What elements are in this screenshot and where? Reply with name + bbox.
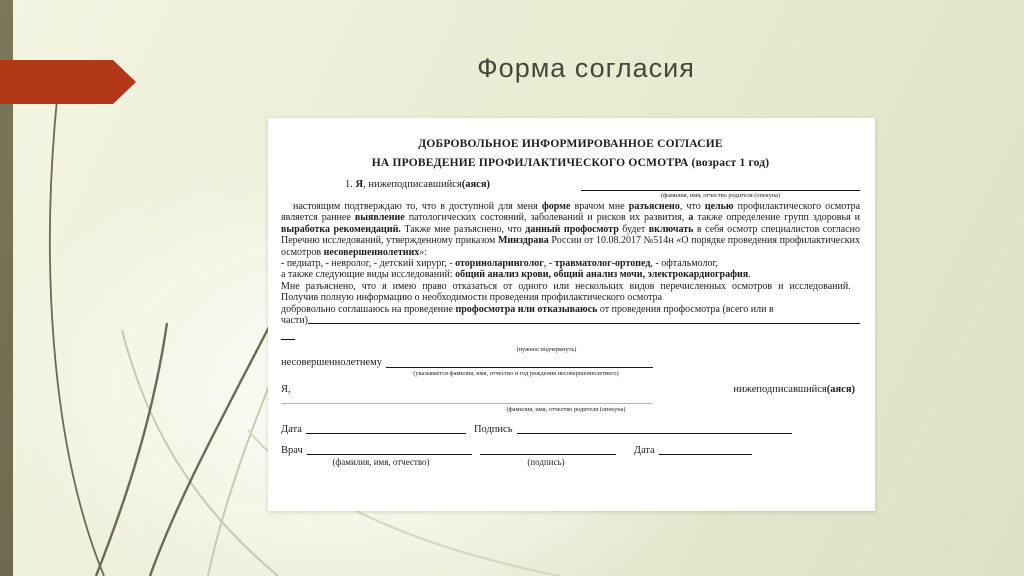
consent-choice-line: добровольно соглашаюсь на проведение профосмотра или отказываюсь от проведения профосмотра (всего или в: [281, 303, 774, 315]
doctor-date-blank-line: [659, 454, 752, 455]
continuation-dash-line: [281, 331, 295, 340]
red-arrow-shape: [0, 60, 136, 104]
doctor-date-label: Дата: [633, 444, 655, 456]
doctor-name-caption: (фамилия, имя, отчество): [332, 457, 430, 468]
minor-name-blank-line: [386, 367, 653, 368]
consent-paragraph: настоящим подтверждаю то, что в доступной для меня форме врачом мне разъяснено, что целью профилактического осмотра является раннее выявление патологических состояний, заболеваний и рисков их развития, а также определение групп здоровья и выработка рекомендаций. Также мне разъяснено, что данный профосмотр будет включать в себя осмотр специалистов согласно Перечню исследований, утвержденному приказом Минздрава России от 10.08.2017 №514н «О порядке проведения профилактических осмотров несовершеннолетних»:: [281, 201, 861, 258]
signature-blank-line: [517, 433, 793, 434]
doctor-captions-row: [281, 457, 860, 468]
date-signature-row: [281, 421, 860, 435]
date-blank-line: [306, 433, 466, 434]
parent-name-caption-2: (фамилия, имя, отчество родителя (опекуна): [506, 406, 626, 414]
specialists-line: - педиатр, - невролог, - детский хирург, - оториноларинголог, - травматолог-ортопед, - офтальмолог,: [281, 258, 718, 270]
signer-intro-label: 1. Я, нижеподписавшийся(аяся): [345, 179, 490, 190]
minor-row: [281, 357, 860, 368]
slide-title: Форма согласия: [477, 53, 695, 83]
parent-name-blank-line: [581, 190, 860, 191]
signature-label: Подпись: [473, 423, 513, 435]
doctor-name-blank-line: [307, 454, 472, 455]
doctor-signature-caption: (подпись): [527, 457, 565, 468]
signed-label: нижеподписавшийся(аяся): [733, 383, 855, 395]
form-heading-line1: ДОБРОВОЛЬНОЕ ИНФОРМИРОВАННОЕ СОГЛАСИЕ: [418, 138, 723, 150]
consent-form-document: [268, 118, 875, 511]
consent-choice-tail-row: [281, 315, 860, 326]
minor-name-caption: (указывается фамилия, имя, отчество и год рождения несовершеннолетнего): [413, 369, 619, 377]
refusal-right-text: Мне разъяснено, что я имею право отказаться от одного или нескольких видов перечисленных осмотров и исследований.: [281, 280, 851, 292]
date-label: Дата: [281, 423, 302, 435]
doctor-signature-blank-line: [480, 454, 616, 455]
i-label: Я,: [281, 383, 291, 395]
doctor-label: Врач: [281, 444, 303, 456]
studies-line: а также следующие виды исследований: общий анализ крови, общий анализ мочи, электрокардиография.: [281, 269, 751, 281]
form-heading-line2: НА ПРОВЕДЕНИЕ ПРОФИЛАКТИЧЕСКОГО ОСМОТРА (возраст 1 год): [371, 157, 770, 169]
parent-name-blank-line-2: [281, 403, 652, 404]
consent-tail-label: части): [281, 315, 308, 327]
signer-intro-row: [281, 177, 860, 199]
underline-choice-caption: (нужное подчеркнуть): [516, 346, 577, 354]
doctor-row: [281, 442, 860, 456]
consent-blank-line: [308, 315, 860, 324]
signer-confirm-row: [281, 384, 860, 395]
parent-name-caption: (фамилия, имя, отчество родителя (опекуна): [660, 192, 781, 199]
minor-label: несовершеннолетнему: [281, 357, 383, 369]
info-received-text: Получив полную информацию о необходимости проведения профилактического осмотра: [281, 292, 663, 304]
